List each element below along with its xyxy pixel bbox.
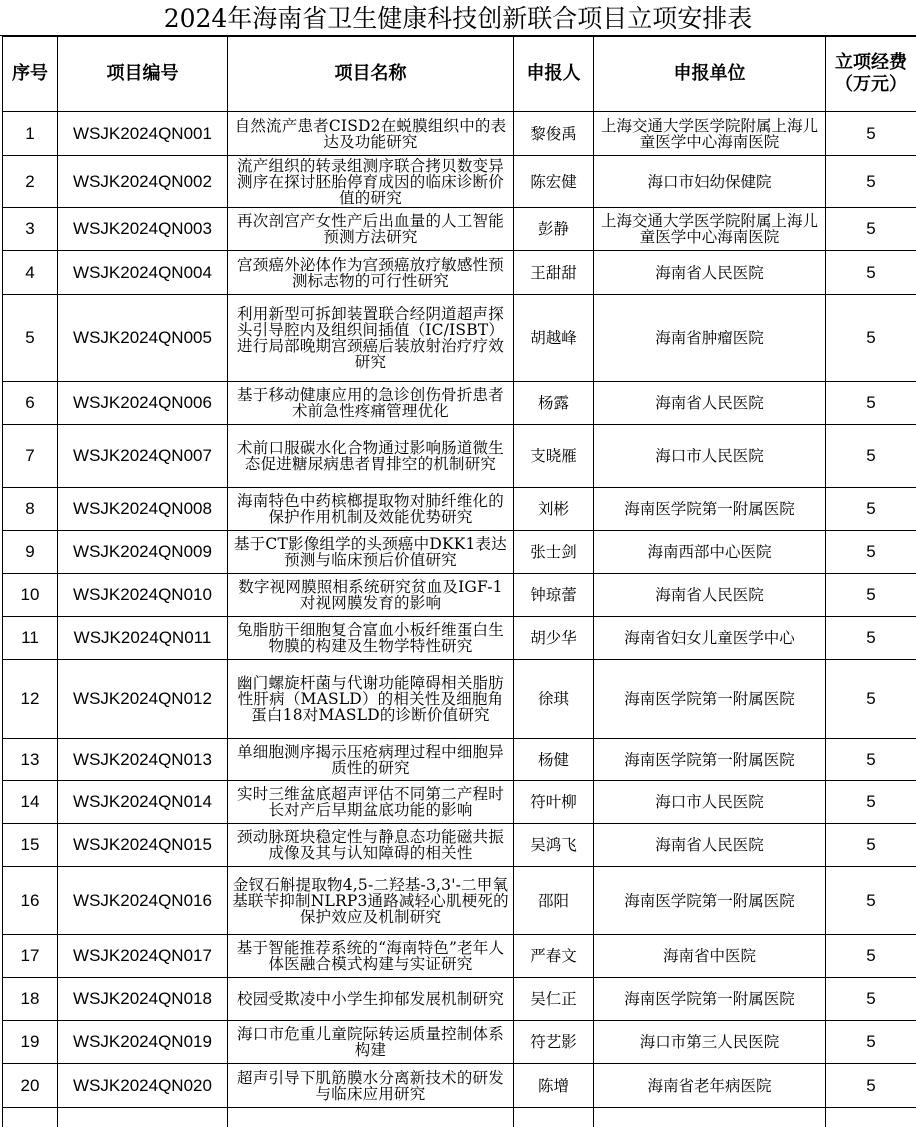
cell-unit: 海南省人民医院 [594, 574, 826, 617]
cell-project-name: 单细胞测序揭示压疮病理过程中细胞异质性的研究 [228, 739, 514, 781]
cell-fund: 5 [826, 935, 916, 978]
cell-project-code: WSJK2024QN012 [58, 660, 228, 739]
table-row [3, 867, 916, 935]
cell-project-code: WSJK2024QN020 [58, 1064, 228, 1108]
cell-applicant: 吴仁正 [514, 978, 594, 1021]
cell-unit: 海口市妇幼保健院 [594, 156, 826, 208]
cell-fund: 5 [826, 739, 916, 781]
cell-project-name: 基于移动健康应用的急诊创伤骨折患者术前急性疼痛管理优化 [228, 382, 514, 425]
cell-fund: 5 [826, 867, 916, 935]
table-row [3, 382, 916, 425]
cell-project-name: 校园受欺凌中小学生抑郁发展机制研究 [228, 978, 514, 1021]
cell-applicant: 王甜甜 [514, 251, 594, 295]
cell-fund: 5 [826, 574, 916, 617]
cell-project-name: 海南特色中药槟榔提取物对肺纤维化的保护作用机制及效能优势研究 [228, 488, 514, 531]
cell-seq: 2 [3, 156, 58, 208]
cell-applicant: 陈增 [514, 1064, 594, 1108]
cell-applicant: 吴鸿飞 [514, 824, 594, 867]
cell-unit: 海南省中医院 [594, 935, 826, 978]
cell-unit: 海南医学院第一附属医院 [594, 660, 826, 739]
cell-seq: 19 [3, 1021, 58, 1064]
cell-project-code: WSJK2024QN004 [58, 251, 228, 295]
cell-seq: 16 [3, 867, 58, 935]
cell-project-name: 流产组织的转录组测序联合拷贝数变异测序在探讨胚胎停育成因的临床诊断价值的研究 [228, 156, 514, 208]
project-table [2, 36, 916, 1127]
table-row-partial [3, 1108, 916, 1127]
table-row [3, 425, 916, 488]
cell-applicant: 严春文 [514, 935, 594, 978]
table-row [3, 112, 916, 156]
table-row [3, 1021, 916, 1064]
cell-fund: 5 [826, 488, 916, 531]
cell-project-name: 实时三维盆底超声评估不同第二产程时长对产后早期盆底功能的影响 [228, 781, 514, 824]
cell-unit: 海南省人民医院 [594, 251, 826, 295]
cell-project-name: 兔脂肪干细胞复合富血小板纤维蛋白生物膜的构建及生物学特性研究 [228, 617, 514, 660]
table-row [3, 935, 916, 978]
cell-seq: 13 [3, 739, 58, 781]
cell-applicant: 邵阳 [514, 867, 594, 935]
cell-seq: 18 [3, 978, 58, 1021]
cell-project-name: 自然流产患者CISD2在蜕膜组织中的表达及功能研究 [228, 112, 514, 156]
header-row [3, 37, 916, 112]
cell-project-name-partial [228, 1108, 514, 1127]
table-row [3, 488, 916, 531]
cell-project-name: 数字视网膜照相系统研究贫血及IGF-1对视网膜发育的影响 [228, 574, 514, 617]
cell-project-code: WSJK2024QN015 [58, 824, 228, 867]
cell-project-code: WSJK2024QN005 [58, 295, 228, 382]
table-row [3, 660, 916, 739]
cell-project-name: 基于CT影像组学的头颈癌中DKK1表达预测与临床预后价值研究 [228, 531, 514, 574]
cell-applicant: 胡越峰 [514, 295, 594, 382]
header-name: 项目名称 [228, 37, 514, 112]
cell-unit: 海南医学院第一附属医院 [594, 739, 826, 781]
cell-project-name: 再次剖宫产女性产后出血量的人工智能预测方法研究 [228, 208, 514, 251]
cell-fund: 5 [826, 382, 916, 425]
cell-unit: 海南省肿瘤医院 [594, 295, 826, 382]
cell-seq: 6 [3, 382, 58, 425]
cell-seq: 20 [3, 1064, 58, 1108]
cell-fund: 5 [826, 295, 916, 382]
cell-project-name: 宫颈癌外泌体作为宫颈癌放疗敏感性预测标志物的可行性研究 [228, 251, 514, 295]
cell-seq: 17 [3, 935, 58, 978]
cell-seq: 9 [3, 531, 58, 574]
header-applicant: 申报人 [514, 37, 594, 112]
cell-applicant: 刘彬 [514, 488, 594, 531]
cell-project-code: WSJK2024QN008 [58, 488, 228, 531]
table-row [3, 978, 916, 1021]
cell-applicant: 钟琼蕾 [514, 574, 594, 617]
cell-unit: 海口市人民医院 [594, 425, 826, 488]
cell-project-code: WSJK2024QN009 [58, 531, 228, 574]
cell-applicant: 胡少华 [514, 617, 594, 660]
cell-applicant: 黎俊禹 [514, 112, 594, 156]
cell-fund: 5 [826, 112, 916, 156]
cell-applicant: 符叶柳 [514, 781, 594, 824]
header-unit: 申报单位 [594, 37, 826, 112]
cell-seq: 12 [3, 660, 58, 739]
cell-unit: 海南省人民医院 [594, 824, 826, 867]
cell-seq: 11 [3, 617, 58, 660]
table-row [3, 574, 916, 617]
cell-project-code: WSJK2024QN006 [58, 382, 228, 425]
cell-project-code: WSJK2024QN007 [58, 425, 228, 488]
table-row [3, 781, 916, 824]
cell-unit: 海南医学院第一附属医院 [594, 978, 826, 1021]
table-row [3, 1064, 916, 1108]
cell-unit: 海南医学院第一附属医院 [594, 867, 826, 935]
cell-seq: 1 [3, 112, 58, 156]
cell-unit: 海口市人民医院 [594, 781, 826, 824]
cell-project-name: 海口市危重儿童院际转运质量控制体系构建 [228, 1021, 514, 1064]
cell-applicant: 张士剑 [514, 531, 594, 574]
cell-applicant: 支晓雁 [514, 425, 594, 488]
cell-project-code: WSJK2024QN003 [58, 208, 228, 251]
cell-applicant: 杨健 [514, 739, 594, 781]
cell-project-code: WSJK2024QN019 [58, 1021, 228, 1064]
cell-fund-partial [826, 1108, 916, 1127]
cell-seq: 8 [3, 488, 58, 531]
cell-project-name: 超声引导下肌筋膜水分离新技术的研发与临床应用研究 [228, 1064, 514, 1108]
cell-project-code: WSJK2024QN013 [58, 739, 228, 781]
header-fund: 立项经费（万元） [826, 37, 916, 112]
cell-applicant: 杨露 [514, 382, 594, 425]
cell-unit: 上海交通大学医学院附属上海儿童医学中心海南医院 [594, 112, 826, 156]
cell-unit: 海南医学院第一附属医院 [594, 488, 826, 531]
cell-applicant: 符艺影 [514, 1021, 594, 1064]
table-row [3, 617, 916, 660]
cell-project-name: 基于智能推荐系统的“海南特色”老年人体医融合模式构建与实证研究 [228, 935, 514, 978]
table-row [3, 251, 916, 295]
cell-project-name: 金钗石斛提取物4,5-二羟基-3,3'-二甲氧基联苄抑制NLRP3通路减轻心肌梗死的保护效应及机制研究 [228, 867, 514, 935]
cell-seq: 7 [3, 425, 58, 488]
cell-project-name: 利用新型可拆卸装置联合经阴道超声探头引导腔内及组织间插值（IC/ISBT）进行局部晚期宫颈癌后装放射治疗疗效研究 [228, 295, 514, 382]
cell-fund: 5 [826, 1021, 916, 1064]
cell-unit: 海南省人民医院 [594, 382, 826, 425]
cell-project-name: 术前口服碳水化合物通过影响肠道微生态促进糖尿病患者胃排空的机制研究 [228, 425, 514, 488]
cell-seq: 4 [3, 251, 58, 295]
cell-project-name: 颈动脉斑块稳定性与静息态功能磁共振成像及其与认知障碍的相关性 [228, 824, 514, 867]
cell-project-code: WSJK2024QN011 [58, 617, 228, 660]
table-row [3, 531, 916, 574]
header-seq: 序号 [3, 37, 58, 112]
cell-unit: 上海交通大学医学院附属上海儿童医学中心海南医院 [594, 208, 826, 251]
cell-unit: 海南西部中心医院 [594, 531, 826, 574]
table-row [3, 156, 916, 208]
cell-unit: 海南省老年病医院 [594, 1064, 826, 1108]
cell-applicant: 彭静 [514, 208, 594, 251]
cell-seq: 10 [3, 574, 58, 617]
cell-fund: 5 [826, 251, 916, 295]
cell-seq-partial [3, 1108, 58, 1127]
cell-fund: 5 [826, 425, 916, 488]
page-title: 2024年海南省卫生健康科技创新联合项目立项安排表 [0, 0, 916, 36]
cell-project-code: WSJK2024QN014 [58, 781, 228, 824]
cell-seq: 5 [3, 295, 58, 382]
header-code: 项目编号 [58, 37, 228, 112]
table-row [3, 824, 916, 867]
table-body [3, 112, 916, 1127]
cell-applicant: 徐琪 [514, 660, 594, 739]
cell-unit-partial [594, 1108, 826, 1127]
cell-fund: 5 [826, 531, 916, 574]
cell-seq: 14 [3, 781, 58, 824]
cell-seq: 3 [3, 208, 58, 251]
cell-project-code: WSJK2024QN018 [58, 978, 228, 1021]
cell-unit: 海南省妇女儿童医学中心 [594, 617, 826, 660]
cell-unit: 海口市第三人民医院 [594, 1021, 826, 1064]
cell-applicant-partial [514, 1108, 594, 1127]
cell-project-code: WSJK2024QN016 [58, 867, 228, 935]
cell-project-code: WSJK2024QN010 [58, 574, 228, 617]
cell-fund: 5 [826, 617, 916, 660]
table-row [3, 739, 916, 781]
cell-fund: 5 [826, 824, 916, 867]
cell-project-code: WSJK2024QN001 [58, 112, 228, 156]
cell-project-code: WSJK2024QN017 [58, 935, 228, 978]
cell-project-code: WSJK2024QN002 [58, 156, 228, 208]
cell-fund: 5 [826, 208, 916, 251]
cell-fund: 5 [826, 781, 916, 824]
cell-fund: 5 [826, 978, 916, 1021]
cell-fund: 5 [826, 660, 916, 739]
cell-project-name: 幽门螺旋杆菌与代谢功能障碍相关脂肪性肝病（MASLD）的相关性及细胞角蛋白18对MASLD的诊断价值研究 [228, 660, 514, 739]
cell-fund: 5 [826, 156, 916, 208]
cell-seq: 15 [3, 824, 58, 867]
table-row [3, 295, 916, 382]
cell-project-code-partial [58, 1108, 228, 1127]
cell-fund: 5 [826, 1064, 916, 1108]
table-row [3, 208, 916, 251]
cell-applicant: 陈宏健 [514, 156, 594, 208]
